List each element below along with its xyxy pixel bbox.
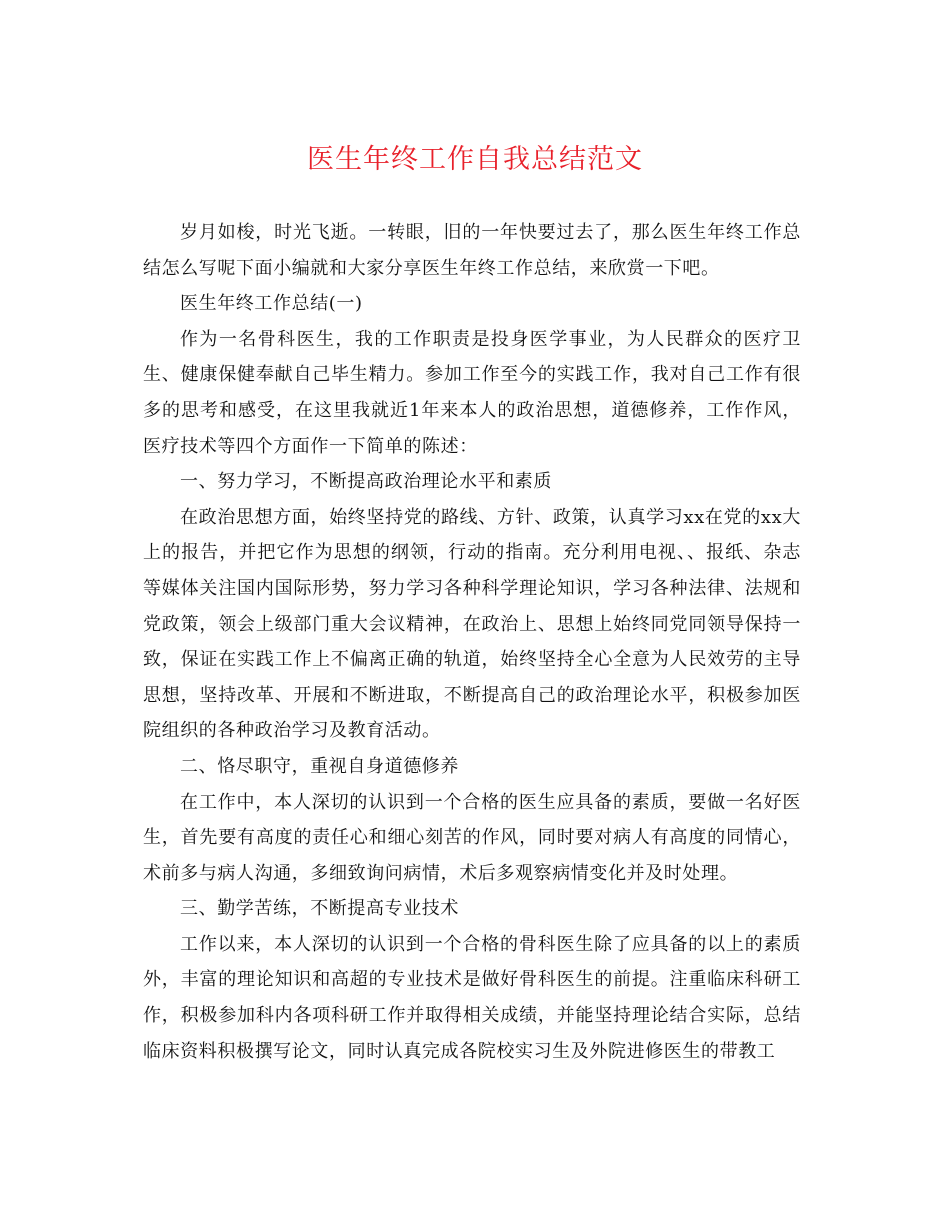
section-heading-summary-one: 医生年终工作总结(一) <box>180 293 363 315</box>
paragraph-intro: 岁月如梭，时光飞逝。一转眼，旧的一年快要过去了，那么医生年终工作总结怎么写呢下面小编就和大家分享医生年终工作总结，来欣赏一下吧。 <box>143 222 801 279</box>
paragraph-professional-skills: 工作以来，本人深切的认识到一个合格的骨科医生除了应具备的以上的素质外，丰富的理论知识和高超的专业技术是做好骨科医生的前提。注重临床科研工作，积极参加科内各项科研工作并取得相关成绩，并能坚持理论结合实际，总结临床资料积极撰写论文，同时认真完成各院校实习生及外院进修医生的带教工 <box>143 933 801 1062</box>
paragraph-moral-cultivation: 在工作中，本人深切的认识到一个合格的医生应具备的素质，要做一名好医生，首先要有高度的责任心和细心刻苦的作风，同时要对病人有高度的同情心，术前多与病人沟通，多细致询问病情，术后多观察病情变化并及时处理。 <box>143 791 801 884</box>
section-heading-moral-cultivation: 二、恪尽职守，重视自身道德修养 <box>180 755 459 777</box>
section-heading-political-study: 一、努力学习，不断提高政治理论水平和素质 <box>180 471 552 493</box>
paragraph-overview: 作为一名骨科医生，我的工作职责是投身医学事业，为人民群众的医疗卫生、健康保健奉献自己毕生精力。参加工作至今的实践工作，我对自己工作有很多的思考和感受，在这里我就近1年来本人的政治思想，道德修养，工作作风，医疗技术等四个方面作一下简单的陈述： <box>143 328 801 457</box>
document-title: 医生年终工作自我总结范文 <box>307 144 643 175</box>
paragraph-political-study: 在政治思想方面，始终坚持党的路线、方针、政策，认真学习xx在党的xx大上的报告，并把它作为思想的纲领，行动的指南。充分利用电视、、报纸、杂志等媒体关注国内国际形势，努力学习各种科学理论知识，学习各种法律、法规和党政策，领会上级部门重大会议精神，在政治上、思想上始终同党同领导保持一致，保证在实践工作上不偏离正确的轨道，始终坚持全心全意为人民效劳的主导思想，坚持改革、开展和不断进取，不断提高自己的政治理论水平，积极参加医院组织的各种政治学习及教育活动。 <box>143 506 801 742</box>
section-heading-professional-skills: 三、勤学苦练，不断提高专业技术 <box>180 898 459 920</box>
document-body <box>143 215 801 1069</box>
